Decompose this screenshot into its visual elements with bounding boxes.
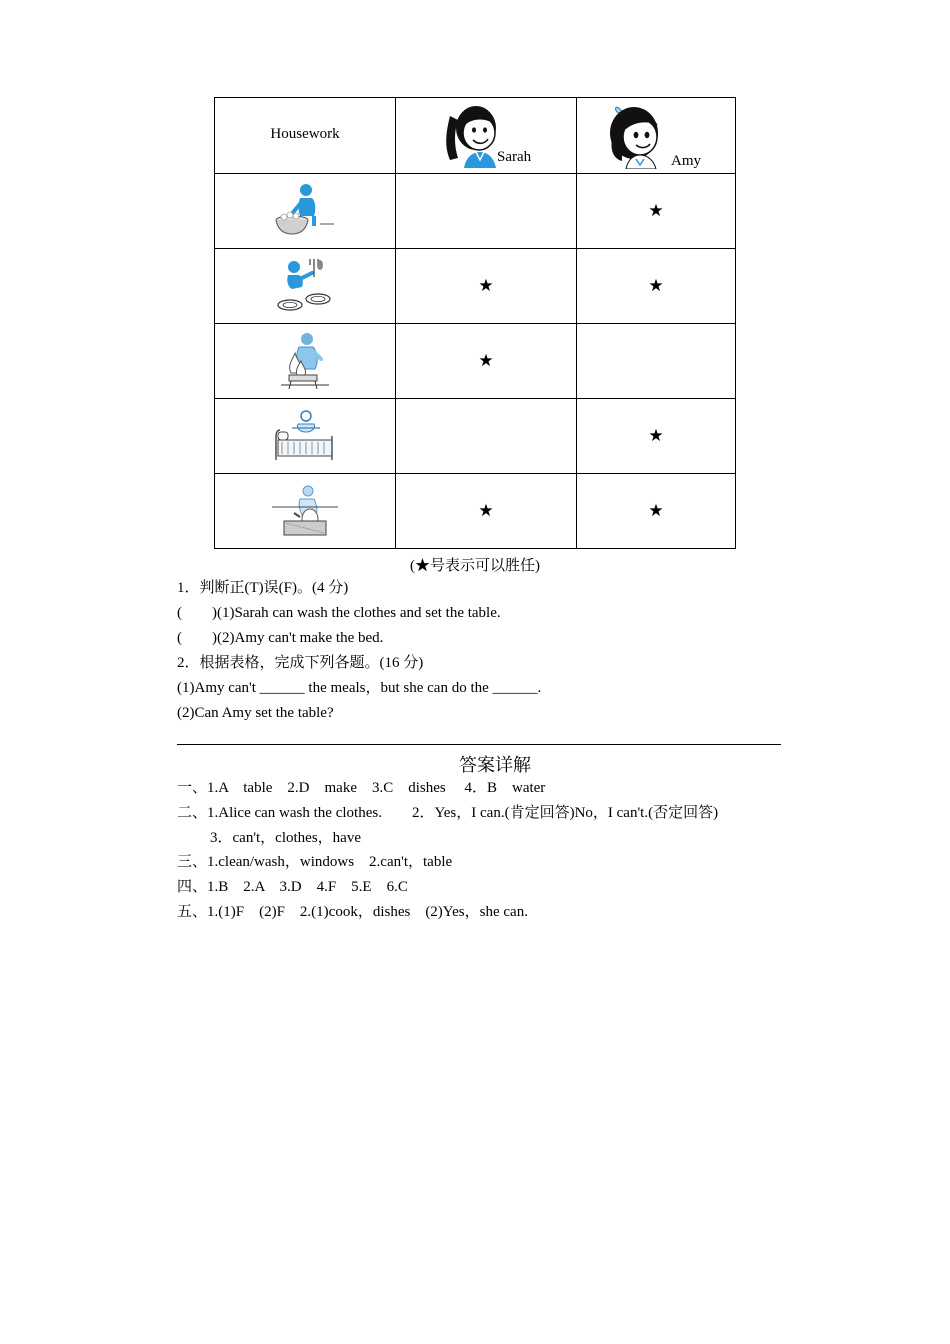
sarah-cell [396,474,577,549]
star-mark: ★ [478,276,494,296]
answer-divider [177,744,781,745]
question-1-title: 1．判断正(T)误(F)。(4 分) [177,580,349,596]
answers-title: 答案详解 [459,755,531,776]
wash-dishes-icon [270,481,340,541]
sarah-cell [396,399,577,474]
sarah-header-cell [396,98,577,174]
star-mark: ★ [478,351,494,371]
table-row [215,324,736,399]
sarah-label: Sarah [497,149,532,165]
amy-cell [577,474,736,549]
answer-line-6: 五、1.(1)F (2)F 2.(1)cook，dishes (2)Yes，she can. [177,904,528,920]
amy-cell [577,324,736,399]
answer-line-5: 四、1.B 2.A 3.D 4.F 5.E 6.C [177,879,408,895]
make-bed-icon [272,406,338,466]
sarah-cell [396,324,577,399]
answer-line-3: 3．can't，clothes，have [210,830,361,846]
task-cell [215,324,396,399]
table-note: (★号表示可以胜任) [410,558,540,574]
table-row [215,399,736,474]
amy-label: Amy [671,153,701,169]
amy-cell [577,249,736,324]
wash-clothes-icon [270,180,340,242]
question-2-item-1: (1)Amy can't ______ the meals，but she can do the ______. [177,680,542,696]
question-1-item-1: ( )(1)Sarah can wash the clothes and set the table. [177,605,501,621]
cook-meals-icon [277,329,333,393]
table-row [215,249,736,324]
star-mark: ★ [648,276,664,296]
table-row [215,474,736,549]
question-2-title: 2．根据表格，完成下列各题。(16 分) [177,655,424,671]
task-cell [215,399,396,474]
star-mark: ★ [648,501,664,521]
table-header-row [215,98,736,174]
housework-table [214,97,736,549]
amy-cell [577,174,736,249]
task-cell [215,174,396,249]
answer-line-2: 二、1.Alice can wash the clothes. 2．Yes，I can.(肯定回答)No，I can't.(否定回答) [177,805,719,821]
sarah-portrait-icon [436,102,500,168]
star-mark: ★ [478,501,494,521]
star-mark: ★ [648,201,664,221]
sarah-cell [396,249,577,324]
answer-line-1: 一、1.A table 2.D make 3.C dishes 4．B water [177,780,546,796]
amy-cell [577,399,736,474]
star-mark: ★ [648,426,664,446]
task-cell [215,249,396,324]
table-row [215,174,736,249]
amy-header-cell [577,98,736,174]
housework-label: Housework [270,126,340,142]
task-cell [215,474,396,549]
question-1-item-2: ( )(2)Amy can't make the bed. [177,630,384,646]
housework-header-cell [215,98,396,174]
sarah-cell [396,174,577,249]
answer-line-4: 三、1.clean/wash，windows 2.can't，table [177,854,453,870]
amy-portrait-icon [606,99,666,169]
question-2-item-2: (2)Can Amy set the table? [177,705,334,721]
set-table-icon [270,255,340,317]
